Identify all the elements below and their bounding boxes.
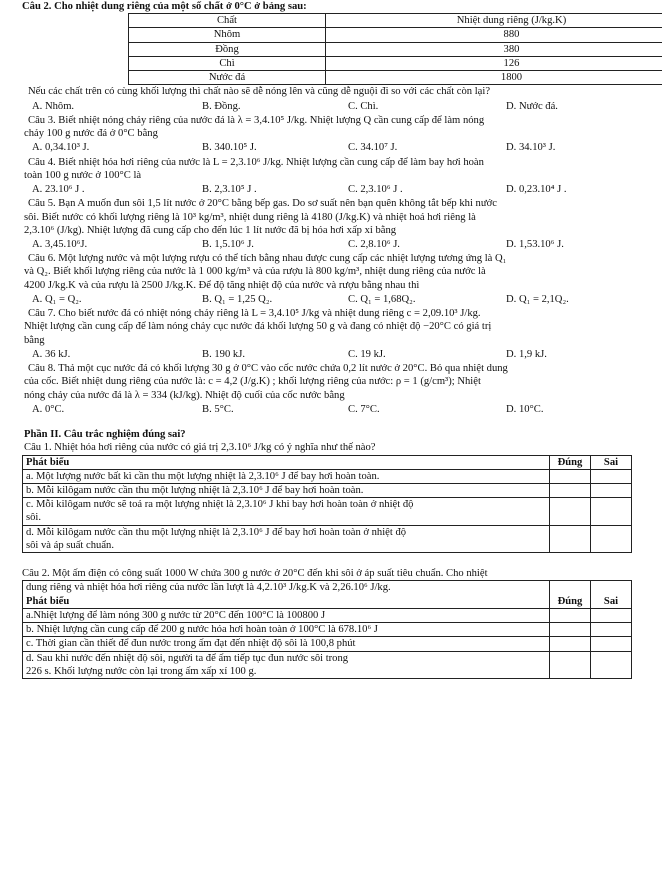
option-c[interactable]: C. Q₁ = 1,68Q₂. (348, 293, 416, 305)
option-b[interactable]: B. 2,3.10⁵ J . (202, 184, 257, 196)
option-a[interactable]: A. Nhôm. (32, 100, 75, 112)
q2-title: Câu 2. Cho nhiệt dung riêng của một số chất ở 0°C ở bảng sau: (22, 1, 307, 12)
option-c[interactable]: C. 19 kJ. (348, 348, 386, 360)
option-a[interactable]: A. 36 kJ. (32, 348, 71, 360)
table-row (129, 42, 662, 56)
true-cell[interactable] (550, 483, 591, 497)
true-cell[interactable] (550, 525, 591, 552)
tf2-intro-1: Câu 2. Một ấm điện có công suất 1000 W chứa 300 g nước ở 20°C đến khi sôi ở áp suất tiêu chuẩn. Cho nhiệt (22, 568, 488, 580)
header-statement-label: Phát biểu (26, 595, 70, 607)
part2-title: Phần II. Câu trắc nghiệm đúng sai? (24, 429, 186, 441)
false-cell[interactable] (591, 483, 632, 497)
option-d[interactable]: D. 10°C. (506, 403, 544, 415)
table-cell: 380 (326, 42, 662, 56)
statement-c-line1: c. Mỗi kilôgam nước sẽ toả ra một lượng nhiệt là 2,3.10⁶ J khi bay hơi hoàn toàn ở nhiệt độ (26, 499, 414, 511)
q8-text-1: Câu 8. Thả một cục nước đá có khối lượng 30 g ở 0°C vào cốc nước chứa 0,2 lít nước ở 20°C. Bỏ qua nhiệt dung (28, 363, 508, 375)
option-a[interactable]: A. 0°C. (32, 403, 65, 415)
header-true: Đúng (550, 455, 591, 469)
table-row (23, 651, 632, 678)
tf2-intro-2: dung riêng và nhiệt hóa hơi riêng của nước lần lượt là 4,2.10³ J/kg.K và 2,26.10⁶ J/kg. (26, 582, 391, 594)
header-statement: Phát biểu (23, 455, 550, 469)
option-a[interactable]: A. 23.10⁶ J . (32, 184, 85, 196)
q5-text-2: sôi. Biết nước có khối lượng riêng là 10³ kg/m³, nhiệt dung riêng là 4180 (J/kg.K) và nhiệt hoá hơi riêng là (24, 211, 476, 223)
option-c[interactable]: C. Chì. (348, 100, 379, 112)
true-cell[interactable] (550, 498, 591, 525)
true-cell[interactable] (550, 623, 591, 637)
option-a[interactable]: A. 3,45.10⁶J. (32, 238, 88, 250)
option-d[interactable]: D. Nước đá. (506, 100, 558, 112)
q6-text-1: Câu 6. Một lượng nước và một lượng rượu có thể tích bằng nhau được cung cấp các nhiệt lượng tương ứng là Q₁ (28, 253, 507, 265)
q5-text-3: 2,3.10⁶ (J/kg). Nhiệt lượng đã cung cấp cho đến lúc 1 lít nước đã bị hóa hơi xấp xỉ bằng (24, 224, 397, 236)
q5-text-1: Câu 5. Bạn A muốn đun sôi 1,5 lít nước ở 20°C bằng bếp gas. Do sơ suất nên bạn quên không tắt bếp khi nước (28, 198, 497, 210)
table-cell: 1800 (326, 71, 662, 85)
table-header-substance: Chất (129, 14, 326, 28)
table-header-row (23, 581, 632, 608)
option-b[interactable]: B. 190 kJ. (202, 348, 245, 360)
table-cell: Chì (129, 56, 326, 70)
true-cell[interactable] (550, 469, 591, 483)
statement-d-line2: 226 s. Khối lượng nước còn lại trong ấm xấp xỉ 100 g. (26, 665, 257, 677)
option-a[interactable]: A. Q₁ = Q₂. (32, 293, 82, 305)
false-cell[interactable] (591, 651, 632, 678)
true-cell[interactable] (550, 637, 591, 651)
option-b[interactable]: B. 1,5.10⁶ J. (202, 238, 254, 250)
statement-a: a.Nhiệt lượng để làm nóng 300 g nước từ 20°C đến 100°C là 100800 J (23, 608, 550, 622)
table-row (129, 28, 662, 42)
false-cell[interactable] (591, 608, 632, 622)
false-cell[interactable] (591, 469, 632, 483)
statement-d (23, 651, 550, 678)
option-d[interactable]: D. Q₁ = 2,1Q₂. (506, 293, 569, 305)
table-row (23, 483, 632, 497)
false-cell[interactable] (591, 623, 632, 637)
header-true: Đúng (550, 581, 591, 608)
q7-options (28, 348, 656, 361)
q3-options (28, 141, 656, 154)
statement-c: c. Thời gian cần thiết để đun nước trong ấm đạt đến nhiệt độ sôi là 100,8 phút (23, 637, 550, 651)
false-cell[interactable] (591, 525, 632, 552)
q8-text-3: nóng chảy của nước đá là λ = 334 (kJ/kg). Nhiệt độ cuối của cốc nước bằng (24, 389, 345, 401)
q5-options (28, 238, 656, 251)
header-false: Sai (591, 581, 632, 608)
true-cell[interactable] (550, 651, 591, 678)
option-c[interactable]: C. 34.10⁷ J. (348, 142, 398, 154)
q3-text-1: Câu 3. Biết nhiệt nóng chảy riêng của nước đá là λ = 3,4.10⁵ J/kg. Nhiệt lượng Q cần cung cấp để làm nóng (28, 114, 485, 126)
header-false: Sai (591, 455, 632, 469)
q6-text-2: và Q₂. Biết khối lượng riêng của nước là 1 000 kg/m³ và của rượu là 800 kg/m³, nhiệt dung riêng của nước là (24, 266, 486, 278)
q6-text-3: 4200 J/kg.K và của rượu là 2500 J/kg.K. Để độ tăng nhiệt độ của nước và rượu bằng nhau thì (24, 279, 420, 291)
option-b[interactable]: B. Đồng. (202, 100, 241, 112)
q4-text-1: Câu 4. Biết nhiệt hóa hơi riêng của nước là L = 2,3.10⁶ J/kg. Nhiệt lượng cần cung cấp để làm bay hơi hoàn (28, 156, 484, 168)
q8-options (28, 403, 656, 416)
table-cell: 126 (326, 56, 662, 70)
q3-text-2: chảy 100 g nước đá ở 0°C bằng (24, 128, 158, 140)
statement-b: b. Nhiệt lượng cần cung cấp để 200 g nước hóa hơi hoàn toàn ở 100°C là 678.10⁶ J (23, 623, 550, 637)
table-row (129, 71, 662, 85)
q4-options (28, 183, 656, 196)
q2-options (28, 100, 656, 113)
table-header-row (129, 14, 662, 28)
table-cell: Đồng (129, 42, 326, 56)
tf2-table (22, 580, 632, 679)
tf1-table (22, 455, 632, 554)
option-c[interactable]: C. 7°C. (348, 403, 380, 415)
statement-d (23, 525, 550, 552)
option-b[interactable]: B. Q₁ = 1,25 Q₂. (202, 293, 273, 305)
option-b[interactable]: B. 340.10⁵ J. (202, 142, 257, 154)
option-a[interactable]: A. 0,34.10³ J. (32, 142, 90, 154)
q7-text-1: Câu 7. Cho biết nước đá có nhiệt nóng chảy riêng là L = 3,4.10⁵ J/kg và nhiệt dung riêng c = 2,09.10³ J/kg. (28, 308, 481, 320)
option-d[interactable]: D. 0,23.10⁴ J . (506, 184, 567, 196)
table-row (23, 637, 632, 651)
option-c[interactable]: C. 2,3.10⁶ J . (348, 184, 403, 196)
statement-d-line2: sôi và áp suất chuẩn. (26, 539, 114, 551)
false-cell[interactable] (591, 637, 632, 651)
option-d[interactable]: D. 1,53.10⁶ J. (506, 238, 564, 250)
statement-a: a. Một lượng nước bất kì cần thu một lượng nhiệt là 2,3.10⁶ J để bay hơi hoàn toàn. (23, 469, 550, 483)
table-row (23, 525, 632, 552)
q7-text-2: Nhiệt lượng cần cung cấp để làm nóng chảy cục nước đá khối lượng 50 g và đang có nhiệt độ −20°C có giá trị (24, 321, 492, 333)
true-cell[interactable] (550, 608, 591, 622)
false-cell[interactable] (591, 498, 632, 525)
table-row (23, 469, 632, 483)
q2-question: Nếu các chất trên có cùng khối lượng thì chất nào sẽ dễ nóng lên và cũng dễ nguội đi so với các chất còn lại? (28, 86, 491, 98)
option-d[interactable]: D. 1,9 kJ. (506, 348, 547, 360)
table-header-heat: Nhiệt dung riêng (J/kg.K) (326, 14, 662, 28)
option-c[interactable]: C. 2,8.10⁶ J. (348, 238, 400, 250)
table-row (23, 623, 632, 637)
table-row (129, 56, 662, 70)
tf1-intro: Câu 1. Nhiệt hóa hơi riêng của nước có giá trị 2,3.10⁶ J/kg có ý nghĩa như thế nào? (24, 442, 376, 454)
q8-text-2: của cốc. Biết nhiệt dung riêng của nước là: c = 4,2 (J/g.K) ; khối lượng riêng của nước: ρ = 1 (g/cm³); Nhiệt (24, 376, 481, 388)
statement-c-line2: sôi. (26, 512, 42, 524)
statement-b: b. Mỗi kilôgam nước cần thu một lượng nhiệt là 2,3.10⁶ J để bay hơi hoàn toàn. (23, 483, 550, 497)
option-d[interactable]: D. 34.10³ J. (506, 142, 556, 154)
statement-d-line1: d. Mỗi kilôgam nước cần thu một lượng nhiệt là 2,3.10⁶ J để bay hơi hoàn toàn ở nhiệt độ (26, 526, 407, 538)
table-header-row (23, 455, 632, 469)
table-row (23, 608, 632, 622)
option-b[interactable]: B. 5°C. (202, 403, 234, 415)
statement-d-line1: d. Sau khi nước đến nhiệt độ sôi, người ta để ấm tiếp tục đun nước sôi trong (26, 652, 349, 664)
q4-text-2: toàn 100 g nước ở 100°C là (24, 169, 142, 181)
q7-text-3: bằng (24, 334, 45, 346)
table-row (23, 498, 632, 525)
q6-options (28, 293, 656, 306)
statement-c (23, 498, 550, 525)
header-statement (23, 581, 550, 608)
table-cell: 880 (326, 28, 662, 42)
specific-heat-table (128, 13, 662, 85)
table-cell: Nhôm (129, 28, 326, 42)
table-cell: Nước đá (129, 71, 326, 85)
